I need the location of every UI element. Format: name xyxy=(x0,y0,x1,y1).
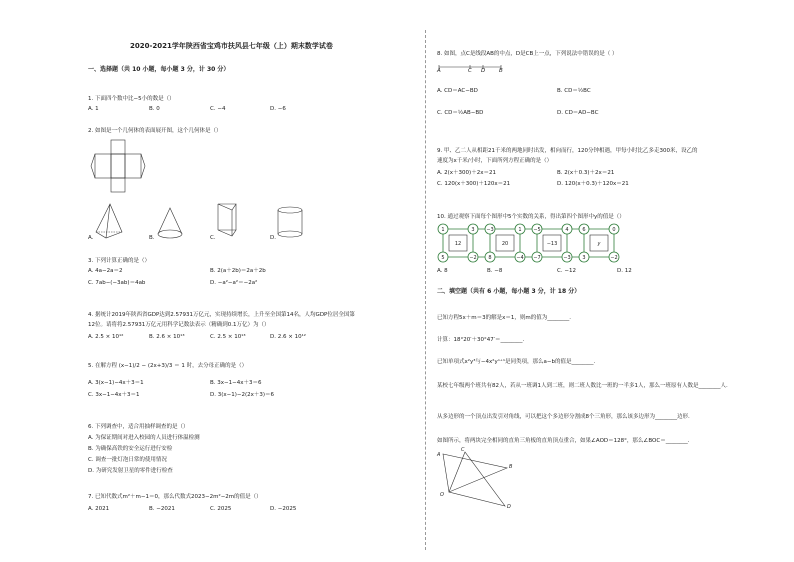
corner-value-bl: −7 xyxy=(533,254,541,261)
q6-option-b[interactable]: B. 为确保高铁的安全运行进行安检 xyxy=(88,446,173,452)
q7-option-a[interactable]: A. 2021 xyxy=(88,506,110,512)
q6-option-d[interactable]: D. 为研究发射卫星的零件进行检查 xyxy=(88,468,173,474)
pattern-figure-1 xyxy=(438,224,490,262)
q7-stem: 7. 已知代数式m²＋m−1＝0，那么代数式2023−2m²−2m的值是（） xyxy=(88,494,262,500)
corner-value-tl: 1 xyxy=(441,226,445,233)
column-divider xyxy=(425,30,426,550)
corner-value-br: −4 xyxy=(516,254,524,261)
center-value: y xyxy=(597,241,601,247)
fill-question-6: 如图所示，将两块完全相同的直角三角板的直角顶点重合，如果∠AOD＝128°，那么∠BOC＝________. xyxy=(437,438,690,444)
q10-option-c[interactable]: C. −12 xyxy=(557,268,576,274)
section-fill-heading: 二、填空题（共有 6 小题，每小题 3 分，计 18 分） xyxy=(437,288,581,295)
angle-label-o: O xyxy=(440,492,444,498)
q1-option-d[interactable]: D. −6 xyxy=(270,106,286,112)
q1-option-b[interactable]: B. 0 xyxy=(149,106,160,112)
segment-ab-figure xyxy=(437,62,507,80)
q6-stem: 6. 下列调查中，适合用抽样调查的是（） xyxy=(88,424,189,430)
q4-stem-line2: 12位。请将将2.57931万亿元用科学记数法表示（精确到0.1万亿）为（） xyxy=(88,322,270,328)
corner-value-br: −2 xyxy=(610,254,618,261)
q1-stem: 1. 下面四个数中比−5小的数是（） xyxy=(88,96,175,102)
q8-stem: 8. 如图，点C是线段AB的中点，D是CB上一点，下列说法中错误的是（ ） xyxy=(437,51,618,57)
q3-option-c[interactable]: C. 7ab−(−3ab)＝4ab xyxy=(88,280,146,286)
q3-option-b[interactable]: B. 2(a＋2b)＝2a＋2b xyxy=(210,268,266,274)
q6-option-a[interactable]: A. 为保证期间对进入校园的人员进行体温检测 xyxy=(88,435,200,441)
q5-stem: 5. 在解方程 (x−1)/2 − (2x+3)/3 ＝ 1 时，去分母正确的是（） xyxy=(88,363,248,369)
q2-option-a[interactable]: A. xyxy=(88,235,94,241)
q8-option-a[interactable]: A. CD＝AC−BD xyxy=(437,88,478,94)
pyramid-figure xyxy=(96,204,126,239)
number-pattern-figures xyxy=(437,223,637,263)
center-value: −13 xyxy=(546,241,558,247)
q9-option-a[interactable]: A. 2(x＋300)＋2x＝21 xyxy=(437,170,496,176)
corner-value-tr: 0 xyxy=(612,226,616,233)
corner-value-tl: 6 xyxy=(582,226,586,233)
prism-net-figure xyxy=(91,140,151,195)
corner-value-bl: 3 xyxy=(582,254,586,261)
q9-stem-line1: 9. 甲、乙二人从相距21千米的两地同时出发，相向而行，120分钟相遇，甲每小时比乙多走300米，设乙的 xyxy=(437,148,698,154)
q9-stem-line2: 速度为x千米/小时，下面所列方程正确的是（） xyxy=(437,158,553,164)
q8-option-b[interactable]: B. CD＝½BC xyxy=(557,88,591,94)
segment-label-d: D xyxy=(481,68,486,74)
center-value: 20 xyxy=(501,241,509,247)
corner-value-bl: 5 xyxy=(441,254,445,261)
corner-value-tr: 4 xyxy=(565,226,569,233)
pattern-figure-2 xyxy=(485,224,537,262)
fill-question-3: 已知单项式x²y³与−4x²yⁿ⁺¹是同类项，那么a−b的值是________. xyxy=(437,359,596,365)
q7-option-d[interactable]: D. −2025 xyxy=(270,506,297,512)
q5-option-c[interactable]: C. 3x−1−4x＋3＝1 xyxy=(88,392,140,398)
exam-title: 2020-2021学年陕西省宝鸡市扶风县七年级（上）期末数学试卷 xyxy=(130,42,333,50)
pattern-figure-3 xyxy=(532,224,584,262)
segment-label-c: C xyxy=(468,68,472,74)
q2-stem: 2. 如图是一个几何体的表面展开图，这个几何体是（） xyxy=(88,128,222,134)
fill-question-2: 计算：18°20′＋30°47′＝________. xyxy=(437,337,525,343)
q6-option-c[interactable]: C. 调查一批灯泡日常的使用情况 xyxy=(88,457,167,463)
q4-option-b[interactable]: B. 2.6 × 10¹³ xyxy=(149,334,185,340)
q5-option-d[interactable]: D. 3(x−1)−2(2x＋3)＝6 xyxy=(210,392,275,398)
q10-option-d[interactable]: D. 12 xyxy=(617,268,632,274)
q8-option-d[interactable]: D. CD＝AD−BC xyxy=(557,110,599,116)
q10-stem: 10. 通过观察下面每个图形中5个实数的关系，得出第四个图形中y的值是（） xyxy=(437,214,625,220)
corner-value-tl: −3 xyxy=(486,226,494,233)
q9-option-d[interactable]: D. 120(x＋0.3)＋120x＝21 xyxy=(557,181,629,187)
angle-label-c: C xyxy=(461,447,465,453)
corner-value-br: −2 xyxy=(469,254,477,261)
corner-value-br: −3 xyxy=(563,254,571,261)
q2-option-c[interactable]: C. xyxy=(210,235,216,241)
corner-value-tr: 1 xyxy=(518,226,522,233)
pattern-figure-4 xyxy=(579,224,619,262)
q10-option-b[interactable]: B. −8 xyxy=(487,268,503,274)
corner-value-tr: 3 xyxy=(471,226,475,233)
segment-label-b: B xyxy=(499,68,503,74)
fill-question-5: 从多边形的一个顶点出发引对角线，可以把这个多边形分割成8个三角形，那么该多边形为________边形. xyxy=(437,414,690,420)
q1-option-c[interactable]: C. −4 xyxy=(210,106,226,112)
cone-figure xyxy=(156,208,186,240)
q9-option-c[interactable]: C. 120(x＋300)＋120x＝21 xyxy=(437,181,511,187)
q2-option-b[interactable]: B. xyxy=(149,235,155,241)
q3-option-a[interactable]: A. 4a−2a＝2 xyxy=(88,268,123,274)
q7-option-b[interactable]: B. −2021 xyxy=(149,506,175,512)
section-choice-heading: 一、选择题（共 10 小题，每小题 3 分，计 30 分） xyxy=(88,66,230,73)
fill-question-1: 已知方程5x＋m＝3的解是x＝1，则m的值为________. xyxy=(437,315,571,321)
triangular-prism-figure xyxy=(214,202,244,240)
overlapping-triangles-figure xyxy=(437,448,527,510)
q4-stem-line1: 4. 据统计2019年陕西省GDP达到2.57931万亿元，实现持续增长，上升至全国第14名，人均GDP位居全国第 xyxy=(88,312,355,318)
q8-option-c[interactable]: C. CD＝½AB−BD xyxy=(437,110,484,116)
q9-option-b[interactable]: B. 2(x＋0.3)＋2x＝21 xyxy=(557,170,615,176)
angle-label-d: D xyxy=(507,504,511,510)
corner-value-tl: −5 xyxy=(533,226,541,233)
q10-option-a[interactable]: A. 8 xyxy=(437,268,448,274)
angle-label-b: B xyxy=(509,464,513,470)
q4-option-a[interactable]: A. 2.5 × 10¹² xyxy=(88,334,124,340)
q4-option-c[interactable]: C. 2.5 × 10¹³ xyxy=(210,334,246,340)
corner-value-bl: 8 xyxy=(488,254,492,261)
q5-option-a[interactable]: A. 3(x−1)−4x＋3＝1 xyxy=(88,380,144,386)
fill-question-4: 某校七年级两个班共有82人，若从一班调1人到二班，则二班人数比一班的一半多1人，那么一班原有人数是________人. xyxy=(437,383,728,389)
center-value: 12 xyxy=(454,241,462,247)
segment-label-a: A xyxy=(437,68,441,74)
q3-stem: 3. 下列计算正确的是（） xyxy=(88,258,150,264)
cylinder-figure xyxy=(276,206,306,240)
q4-option-d[interactable]: D. 2.6 × 10¹² xyxy=(270,334,306,340)
q2-option-d[interactable]: D. xyxy=(270,235,276,241)
q5-option-b[interactable]: B. 3x−1−4x＋3＝6 xyxy=(210,380,262,386)
q7-option-c[interactable]: C. 2025 xyxy=(210,506,232,512)
q1-option-a[interactable]: A. 1 xyxy=(88,106,99,112)
q3-option-d[interactable]: D. −a²−a²＝−2a² xyxy=(210,280,258,286)
angle-label-a: A xyxy=(437,452,441,458)
